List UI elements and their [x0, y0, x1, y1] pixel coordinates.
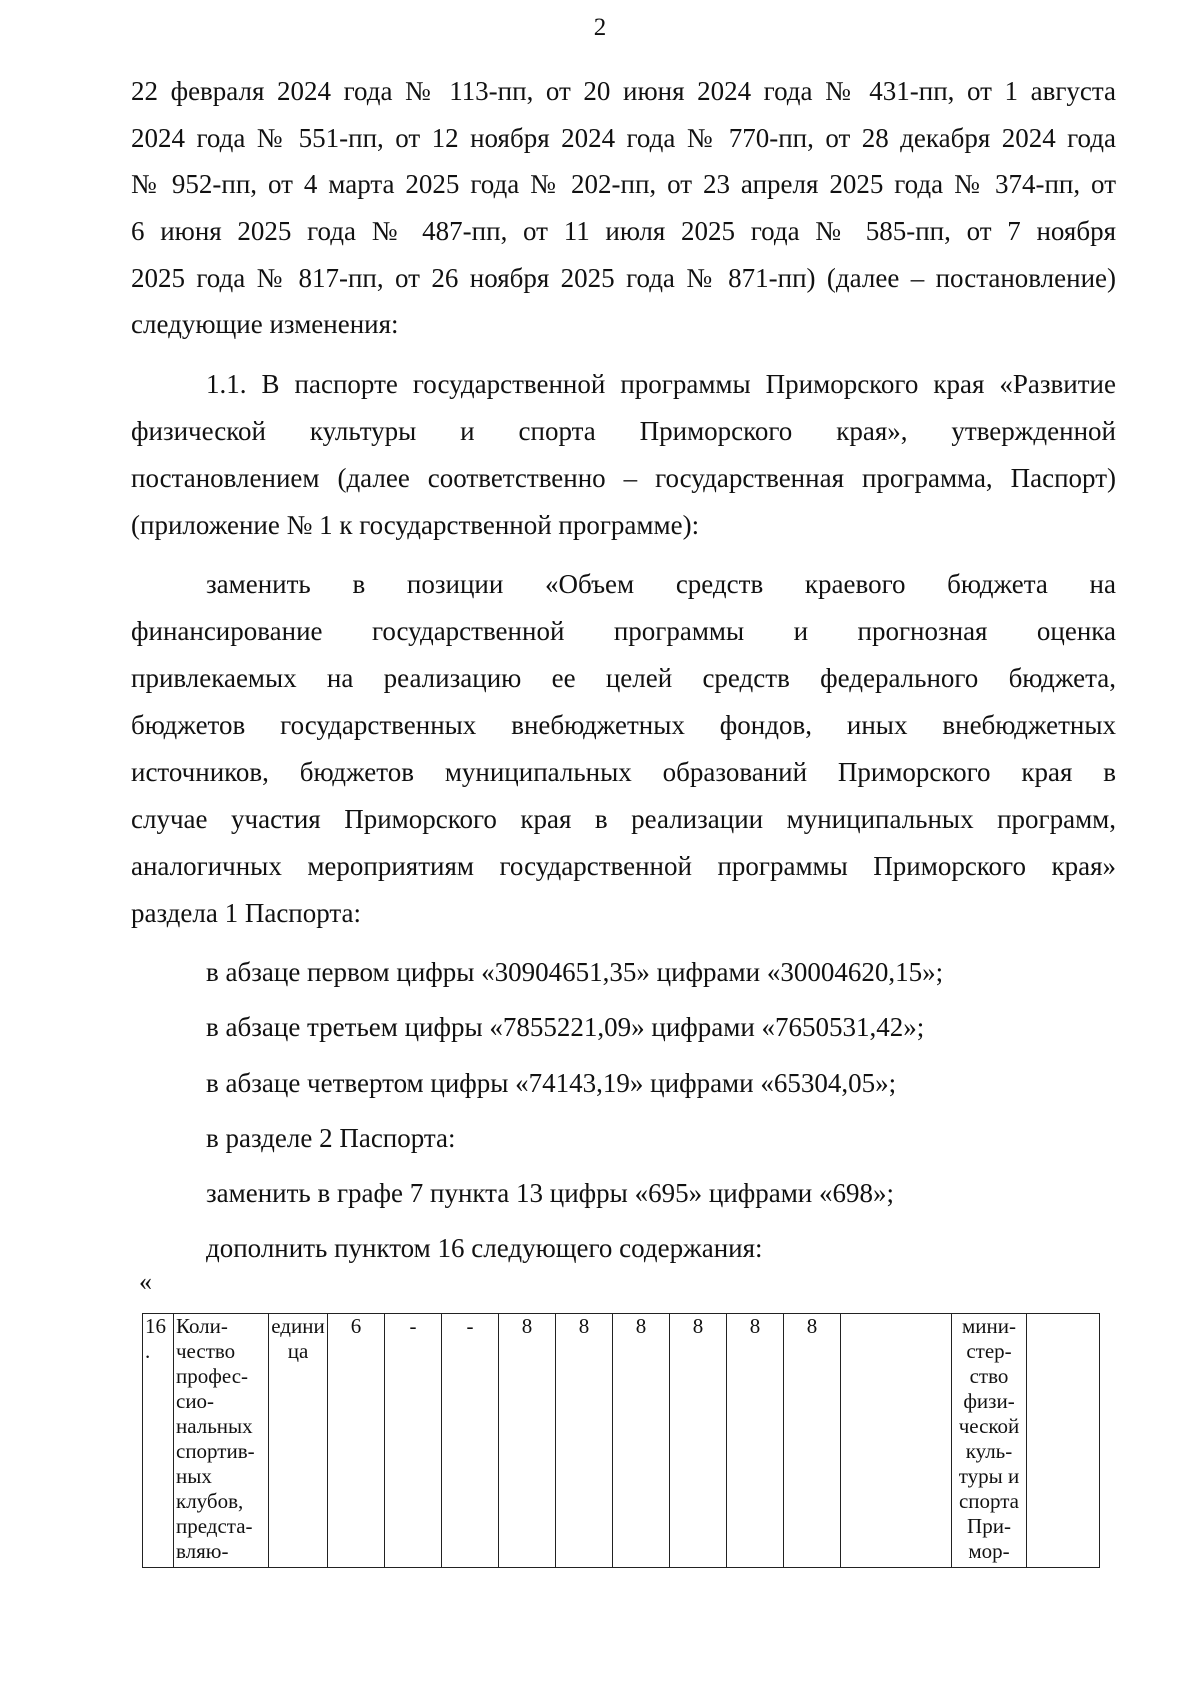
- text-line: 22 февраля 2024 года № 113-пп, от 20 июня 2024 года № 431-пп, от 1 августа: [131, 76, 1116, 106]
- text-line: постановлением (далее соответственно – государственная программа, Паспорт): [131, 463, 1116, 493]
- page-number: 2: [593, 14, 607, 41]
- table-cell-value: 8: [784, 1314, 841, 1568]
- indicator-table: [142, 1313, 1100, 1568]
- table-cell-value: -: [442, 1314, 499, 1568]
- table-cell-value: 8: [613, 1314, 670, 1568]
- table-cell-unit: едини ца: [269, 1314, 328, 1568]
- text-line: финансирование государственной программы и прогнозная оценка: [131, 616, 1116, 646]
- table-cell-number: 16 .: [143, 1314, 174, 1568]
- text-line: следующие изменения:: [131, 309, 399, 339]
- text-line: заменить в позиции «Объем средств краевого бюджета на: [206, 569, 1116, 599]
- table-cell-empty: [841, 1314, 952, 1568]
- text-line: источников, бюджетов муниципальных образований Приморского края в: [131, 757, 1116, 787]
- table-cell-value: -: [385, 1314, 442, 1568]
- text-line: 6 июня 2025 года № 487-пп, от 11 июля 2025 года № 585-пп, от 7 ноября: [131, 216, 1116, 246]
- text-line: 2025 года № 817-пп, от 26 ноября 2025 года № 871-пп) (далее – постановление): [131, 263, 1116, 293]
- text-line: в абзаце четвертом цифры «74143,19» цифрами «65304,05»;: [206, 1068, 897, 1098]
- table-cell-value: 8: [499, 1314, 556, 1568]
- text-line: № 952-пп, от 4 марта 2025 года № 202-пп, от 23 апреля 2025 года № 374-пп, от: [131, 169, 1116, 199]
- text-line: физической культуры и спорта Приморского края», утвержденной: [131, 416, 1116, 446]
- text-line: аналогичных мероприятиям государственной программы Приморского края»: [131, 851, 1116, 881]
- text-line: случае участия Приморского края в реализации муниципальных программ,: [131, 804, 1116, 834]
- table-cell-indicator: Коли- чество профес- сио- нальных спортив- ных клубов, предста- вляю-: [174, 1314, 269, 1568]
- text-line: в разделе 2 Паспорта:: [206, 1123, 456, 1153]
- table-row: [143, 1314, 1100, 1568]
- table-cell-value: 6: [328, 1314, 385, 1568]
- table-cell-value: 8: [670, 1314, 727, 1568]
- table-cell-empty: [1027, 1314, 1100, 1568]
- text-line: 2024 года № 551-пп, от 12 ноября 2024 года № 770-пп, от 28 декабря 2024 года: [131, 123, 1116, 153]
- text-line: (приложение № 1 к государственной программе):: [131, 510, 700, 540]
- text-line: бюджетов государственных внебюджетных фондов, иных внебюджетных: [131, 710, 1116, 740]
- text-line: раздела 1 Паспорта:: [131, 898, 362, 928]
- table-cell-responsible: мини- стер- ство физи- ческой куль- туры и спорта При- мор-: [952, 1314, 1027, 1568]
- open-quote: «: [139, 1267, 152, 1296]
- text-line: привлекаемых на реализацию ее целей средств федерального бюджета,: [131, 663, 1116, 693]
- text-line: в абзаце третьем цифры «7855221,09» цифрами «7650531,42»;: [206, 1012, 925, 1042]
- text-line: дополнить пунктом 16 следующего содержания:: [206, 1233, 763, 1263]
- text-line: заменить в графе 7 пункта 13 цифры «695» цифрами «698»;: [206, 1178, 894, 1208]
- text-line: в абзаце первом цифры «30904651,35» цифрами «30004620,15»;: [206, 957, 944, 987]
- text-line: 1.1. В паспорте государственной программы Приморского края «Развитие: [206, 369, 1116, 399]
- table-cell-value: 8: [727, 1314, 784, 1568]
- table-cell-value: 8: [556, 1314, 613, 1568]
